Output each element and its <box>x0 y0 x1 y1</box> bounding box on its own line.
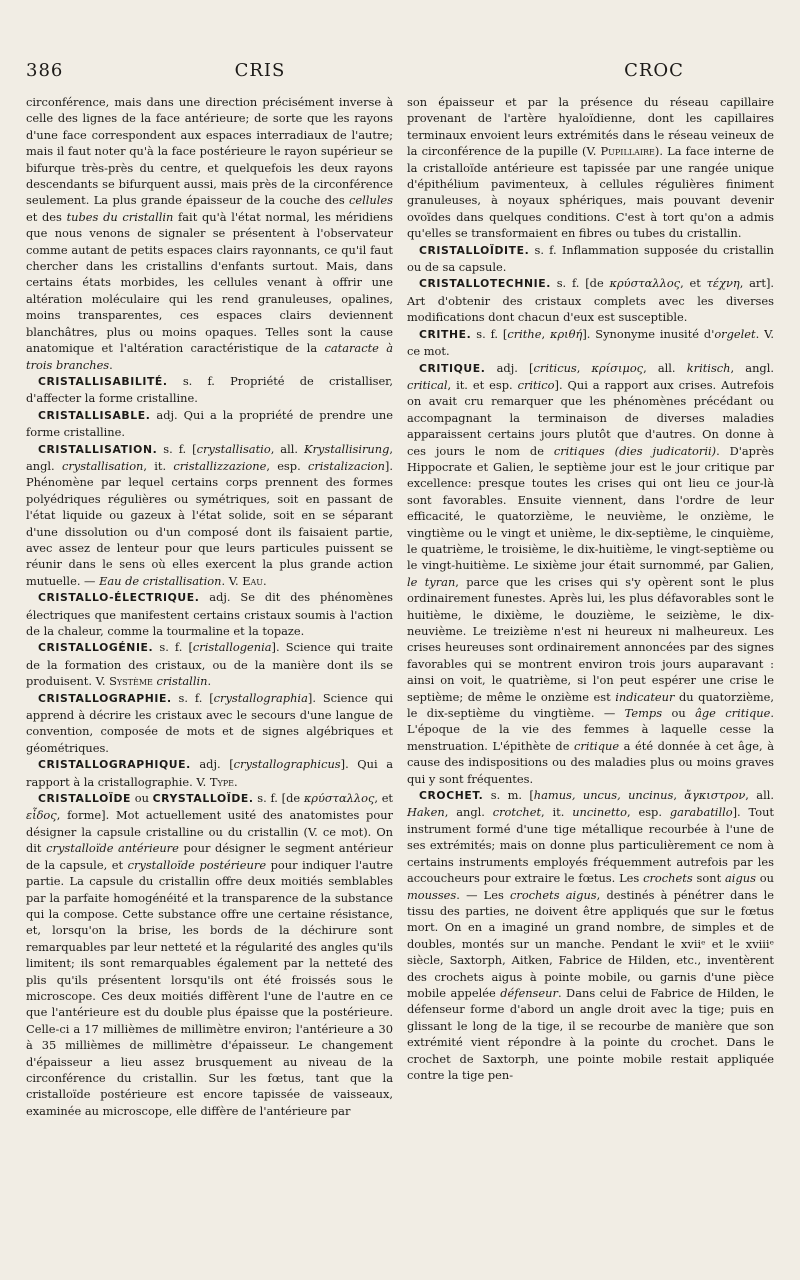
headword: CROCHET. <box>419 789 484 803</box>
left-column <box>26 94 393 1119</box>
entry-critique: CRITIQUE. adj. [criticus, κρίσιμος, all. kritisch, angl. critical, it. et esp. critico]. Qui a rapport aux crises. Autrefois on avait cru remarquer que les phénomènes précédant ou accompagnant la terminaison de diverses maladies apparaissent certains jours plutôt que d'autres. On donne à ces jours le nom de critiques (dies judicatorii). D'après Hippocrate et Galien, le septième jour est le jour critique par excellence: presque toutes les crises qui ont lieu ce jour-là sont favorables. Ensuite viennent, dans l'ordre de leur efficacité, le quatorzième, le neuvième, le onzième, le vingtième ou le vingt et unième, le dix-septième, le cinquième, le quatrième, le troisième, le dix-huitième, le vingt-septième ou le vingt-huitième. Le sixième jour était surnommé, par Galien, le tyran, parce que les crises qui s'y opèrent sont le plus ordinairement funestes. Après lui, les plus défavorables sont le huitième, le dixième, le douzième, le seizième, le dix-neuvième. Le treizième n'est ni heureux ni malheureux. Les crises heureuses sont ordinairement annoncées par des signes favorables qui se montrent environ trois jours auparavant : ainsi on voit, le quatrième, si l'on peut espérer une crise le septième; de même le onzième est indicateur du quatorzième, le dix-septième du vingtième. — Temps ou âge critique. L'époque de la vie des femmes à laquelle cesse la menstruation. L'épithète de critique a été donnée à cet âge, à cause des indispositions ou des maladies plus ou moins graves qui y sont fréquentes. <box>407 360 775 786</box>
headword: CRISTALLISATION. <box>38 442 158 456</box>
headword: CRISTALLISABILITÉ. <box>38 374 168 388</box>
text-columns <box>26 94 774 1119</box>
entry-cristallisabilite: CRISTALLISABILITÉ. s. f. Propriété de cristalliser, d'affecter la forme cristalline. <box>26 373 393 406</box>
entry-cristallographique: CRISTALLOGRAPHIQUE. adj. [crystallographicus]. Qui a rapport à la cristallographie. V. Type. <box>26 757 393 789</box>
headword: CRISTALLOGRAPHIE. <box>38 691 172 705</box>
entry-crochet: CROCHET. s. m. [hamus, uncus, uncinus, ἄγκιστρον, all. Haken, angl. crotchet, it. uncinetto, esp. garabatillo]. Tout instrument formé d'une tige métallique recourbée à l'une de ses extrémités; mais on donne plus particulièrement ce nom à certains instruments employés fréquemment autrefois par les accoucheurs pour extraire le fœtus. Les crochets sont aigus ou mousses. — Les crochets aigus, destinés à pénétrer dans le tissu des parties, ne doivent être appliqués que sur le fœtus mort. On en a imaginé un grand nombre, de simples et de doubles, montés sur un manche. Pendant le xviiᵉ et le xviiiᵉ siècle, Saxtorph, Aitken, Fabrice de Hilden, etc., inventèrent des crochets aigus à pointe mobile, ou garnis d'une pièce mobile appelée défenseur. Dans celui de Fabrice de Hilden, le défenseur forme d'abord un angle droit avec la tige; puis en glissant le long de la tige, il se recourbe de manière que son extrémité vient répondre à la pointe du crochet. Dans le crochet de Saxtorph, une pointe mobile restait appliquée contre la tige pen- <box>407 788 774 1082</box>
header-right-word: CROC <box>624 60 684 81</box>
entry-crithe: CRITHE. s. f. [crithe, κριθή]. Synonyme inusité d'orgelet. V. ce mot. <box>407 326 774 359</box>
continued-paragraph: circonférence, mais dans une direction précisément inverse à celle des lignes de la face antérieure; de sorte que les rayons d'une face correspondent aux espaces interradiaux de l'autre; mais il faut noter qu'à la face postérieure le rayon supérieur se bifurque très-près du centre, et quelquefois les deux rayons descendants se bifurquent aussi, mais près de la circonférence seulement. La plus grande épaisseur de la couche des cellules et des tubes du cristallin fait qu'à l'état normal, les méridiens que nous venons de signaler se présentent à l'observateur comme autant de petits espaces clairs rayonnants, ce qu'il faut chercher dans les cristallins d'enfants surtout. Mais, dans certains états morbides, les cellules venant à offrir une altération moléculaire qui les rend granuleuses, opalines, moins transparentes, ces espaces clairs deviennent blanchâtres, plus ou moins opaques. Telles sont la cause anatomique et l'altération caractéristique de la cataracte à trois branches. <box>26 95 393 372</box>
right-column <box>407 94 774 1119</box>
headword: CRITIQUE. <box>419 361 486 375</box>
entry-cristalloide: CRISTALLOÏDE ou CRYSTALLOÏDE. s. f. [de κρύσταλλος, et εἶδος, forme]. Mot actuellement usité des anatomistes pour désigner la capsule cristalline ou du cristallin (V. ce mot). On dit crystalloïde antérieure pour désigner le segment antérieur de la capsule, et crystalloïde postérieure pour indiquer l'autre partie. La capsule du cristallin offre deux moitiés semblables par la parfaite homogénéité et la transparence de la substance qui la compose. Cette substance offre une certaine résistance, et, lorsqu'on la brise, les bords de la déchirure sont remarquables par leur netteté et la régularité des angles qu'ils limitent; ils sont remarquables également par la netteté des plis qu'ils présentent lorsqu'ils ont été froissés sous le microscope. Ces deux moitiés diffèrent l'une de l'autre en ce que l'antérieure est du double plus épaisse que la postérieure. Celle-ci a 17 millièmes de millimètre environ; l'antérieure a 30 à 35 millièmes de millimètre d'épaisseur. Le changement d'épaisseur a lieu assez brusquement au niveau de la circonférence du cristallin. Sur les fœtus, tant que la cristalloïde postérieure est encore tapissée de vaisseaux, examinée au microscope, elle diffère de l'antérieure par <box>26 791 394 1118</box>
entry-cristallogenie: CRISTALLOGÉNIE. s. f. [cristallogenia]. Science qui traite de la formation des cristaux, ou de la manière dont ils se produisent. V. Système cristallin. <box>26 640 394 689</box>
entry-cristallo-electrique: CRISTALLO-ÉLECTRIQUE. adj. Se dit des phénomènes électriques que manifestent certains cristaux soumis à l'action de la chaleur, comme la tourmaline et la topaze. <box>26 590 393 638</box>
page-number: 386 <box>26 60 64 81</box>
headword: CRISTALLOÏDE <box>38 792 132 806</box>
entry-cristallisable: CRISTALLISABLE. adj. Qui a la propriété de prendre une forme cristalline. <box>26 407 393 440</box>
entry-cristallographie: CRISTALLOGRAPHIE. s. f. [crystallographia]. Science qui apprend à décrire les cristaux avec le secours d'une langue de convention, composée de mots et de signes algébriques et géométriques. <box>26 690 393 755</box>
headword: CRISTALLOGÉNIE. <box>38 641 154 655</box>
headword-variant: CRYSTALLOÏDE. <box>152 792 254 806</box>
headword: CRISTALLOGRAPHIQUE. <box>38 758 191 772</box>
headword: CRISTALLO-ÉLECTRIQUE. <box>38 591 200 605</box>
header-left-word: CRIS <box>234 60 286 81</box>
continued-paragraph: son épaisseur et par la présence du réseau capillaire provenant de l'artère hyaloïdienne, dont les capillaires terminaux envoient leurs extrémités dans le réseau veineux de la circonférence de la pupille (V. Pupillaire). La face interne de la cristalloïde antérieure est tapissée par une rangée unique d'épithélium pavimenteux, à cellules régulières finiment granuleuses, à noyaux sphériques, mais pouvant devenir ovoïdes dans quelques conditions. C'est à tort qu'on a admis qu'elles se transformaient en fibres ou tubes du cristallin. <box>407 95 774 241</box>
entry-cristalloidite: CRISTALLOÏDITE. s. f. Inflammation supposée du cristallin ou de sa capsule. <box>407 242 774 275</box>
running-header <box>26 60 774 92</box>
entry-cristallisation: CRISTALLISATION. s. f. [crystallisatio, all. Krystallisirung, angl. crystallisation, it. cristallizzazione, esp. cristalizacion]. Phénomène par lequel certains corps prennent des formes polyédriques régulières ou symétriques, soit en passant de l'état liquide ou gazeux à l'état solide, soit en se séparant d'une dissolution ou d'un composé dont ils faisaient partie, avec assez de lenteur pour que leurs particules puissent se réunir dans le sens où elles exercent la plus grande action mutuelle. — Eau de cristallisation. V. Eau. <box>26 441 394 588</box>
entry-cristallotechnie: CRISTALLOTECHNIE. s. f. [de κρύσταλλος, et τέχνη, art]. Art d'obtenir des cristaux complets avec les diverses modifications dont chacun d'eux est susceptible. <box>407 276 775 325</box>
headword: CRITHE. <box>419 327 472 341</box>
headword: CRISTALLOÏDITE. <box>419 243 530 257</box>
headword: CRISTALLISABLE. <box>38 408 151 422</box>
headword: CRISTALLOTECHNIE. <box>419 277 551 291</box>
